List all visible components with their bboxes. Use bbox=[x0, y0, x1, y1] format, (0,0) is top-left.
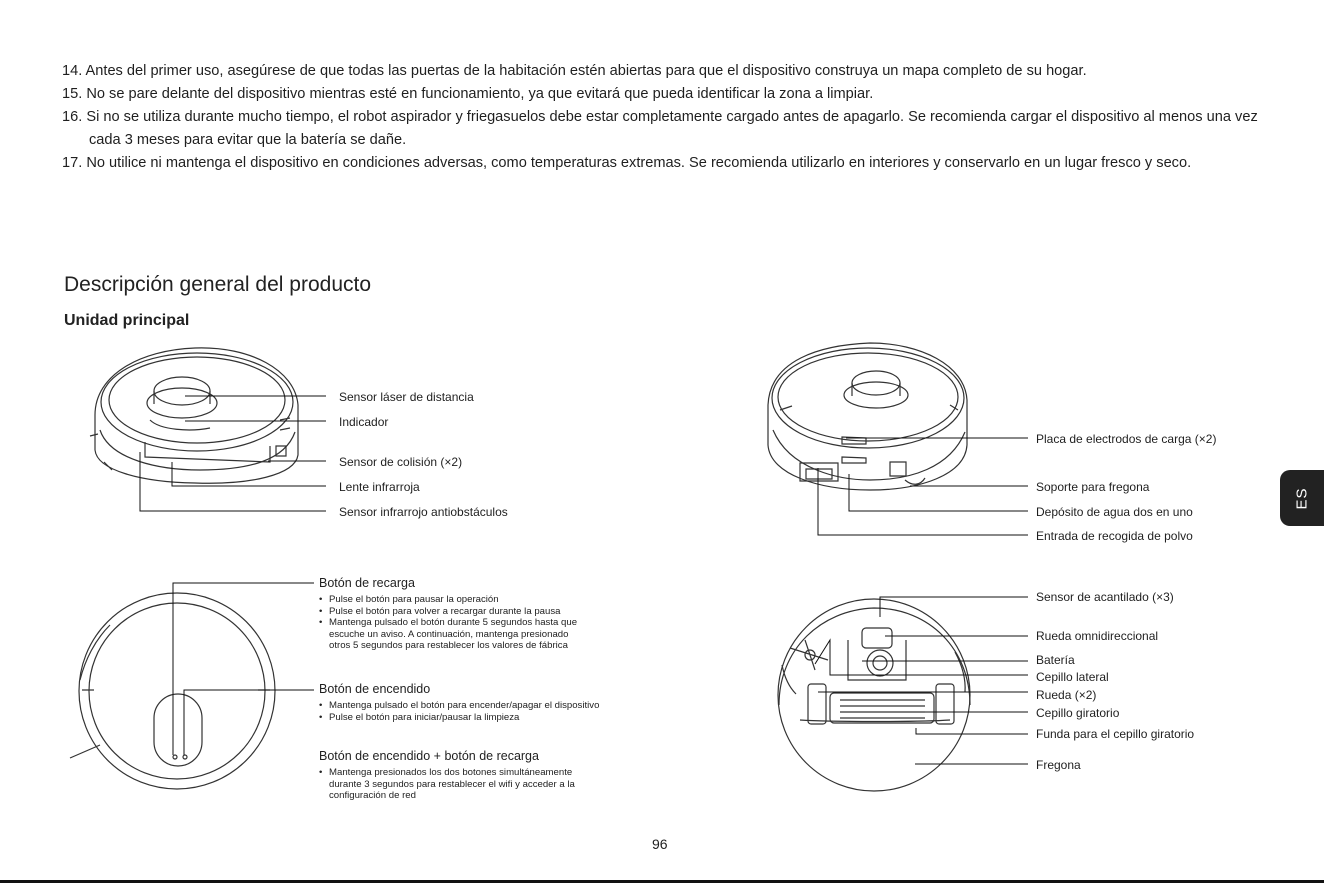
combo-button-bullets bbox=[319, 767, 575, 802]
label-cliff-sensor: Sensor de acantilado (×3) bbox=[1036, 590, 1174, 604]
power-button-bullets bbox=[319, 700, 599, 723]
subsection-title: Unidad principal bbox=[64, 312, 190, 329]
section-title: Descripción general del producto bbox=[64, 273, 372, 296]
note-16: 16. Si no se utiliza durante mucho tiempo, el robot aspirador y friegasuelos debe estar completamente cargado antes de apagarlo. Se recomienda cargar el dispositivo al menos una vez cada 3 meses para evitar que la batería se dañe. bbox=[62, 109, 1258, 148]
label-battery: Batería bbox=[1036, 653, 1075, 667]
language-tab bbox=[1280, 470, 1324, 526]
list-item: • Pulse el botón para pausar la operación bbox=[319, 594, 577, 606]
label-laser-distance-sensor: Sensor láser de distancia bbox=[339, 390, 474, 404]
list-item: • Mantenga presionados los dos botones simultáneamente durante 3 segundos para restablecer el wifi y acceder a la configuración de red bbox=[319, 767, 575, 802]
language-tab-label: ES bbox=[1293, 486, 1311, 510]
label-water-tank: Depósito de agua dos en uno bbox=[1036, 505, 1193, 519]
label-obstacle-infrared-sensor: Sensor infrarrojo antiobstáculos bbox=[339, 505, 508, 519]
combo-button-title: Botón de encendido + botón de recarga bbox=[319, 749, 539, 763]
rear-leader-lines bbox=[818, 438, 1028, 535]
note-15: 15. No se pare delante del dispositivo mientras esté en funcionamiento, ya que evitará que pueda identificar la zona a limpiar. bbox=[62, 86, 874, 102]
label-dust-collection-inlet: Entrada de recogida de polvo bbox=[1036, 529, 1193, 543]
label-omni-wheel: Rueda omnidireccional bbox=[1036, 629, 1159, 643]
label-brush-cover: Funda para el cepillo giratorio bbox=[1036, 727, 1195, 741]
label-collision-sensor: Sensor de colisión (×2) bbox=[339, 455, 463, 469]
list-item: • Mantenga pulsado el botón durante 5 segundos hasta que escuche un aviso. A continuación, mantenga presionado otros 5 segundos para restablecer los valores de fábrica bbox=[319, 617, 577, 652]
robot-bottom-view-drawing bbox=[778, 599, 970, 791]
robot-rear-view-drawing bbox=[768, 343, 967, 490]
list-item: • Pulse el botón para iniciar/pausar la limpieza bbox=[319, 712, 599, 724]
label-infrared-lens: Lente infrarroja bbox=[339, 480, 420, 494]
label-side-brush: Cepillo lateral bbox=[1036, 670, 1109, 684]
dock-button-bullets bbox=[319, 594, 577, 652]
bottom-leader-lines bbox=[815, 597, 1028, 764]
note-14: 14. Antes del primer uso, asegúrese de que todas las puertas de la habitación estén abiertas para que el dispositivo construya un mapa completo de su hogar. bbox=[62, 63, 1087, 79]
list-item: • Pulse el botón para volver a recargar durante la pausa bbox=[319, 606, 577, 618]
label-mop: Fregona bbox=[1036, 758, 1081, 772]
list-item: • Mantenga pulsado el botón para encender/apagar el dispositivo bbox=[319, 700, 599, 712]
note-17: 17. No utilice ni mantenga el dispositivo en condiciones adversas, como temperaturas extremas. Se recomienda utilizarlo en interiores y conservarlo en un lugar fresco y seco. bbox=[62, 155, 1192, 171]
page-number: 96 bbox=[652, 836, 668, 852]
label-indicator: Indicador bbox=[339, 415, 389, 429]
top-leader-lines bbox=[173, 583, 314, 755]
power-button-title: Botón de encendido bbox=[319, 682, 431, 696]
label-main-brush: Cepillo giratorio bbox=[1036, 706, 1120, 720]
robot-front-view-drawing bbox=[90, 348, 298, 483]
label-wheels: Rueda (×2) bbox=[1036, 688, 1097, 702]
dock-button-title: Botón de recarga bbox=[319, 576, 415, 590]
label-mop-holder: Soporte para fregona bbox=[1036, 480, 1150, 494]
label-charging-electrodes: Placa de electrodos de carga (×2) bbox=[1036, 432, 1217, 446]
